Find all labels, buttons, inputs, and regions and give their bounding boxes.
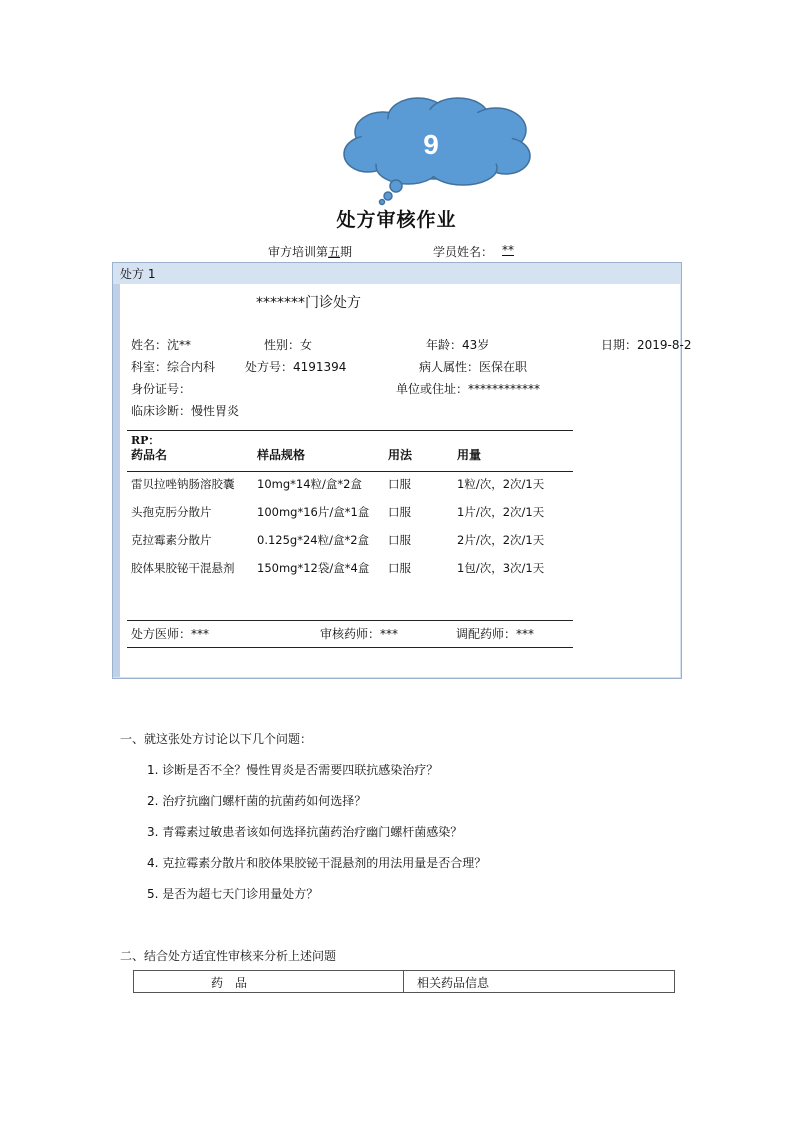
table-header-info: 相关药品信息 — [417, 976, 490, 990]
column-route: 用法 — [388, 448, 413, 462]
header-bottom-rule — [127, 471, 573, 472]
drug-spec: 10mg*14粒/盒*2盒 — [257, 477, 362, 491]
training-period-number: 五 — [328, 245, 341, 259]
drug-route: 口服 — [388, 505, 411, 519]
drug-dose: 2片/次，2次/1天 — [457, 533, 545, 547]
document-title: 处方审核作业 — [336, 209, 457, 231]
prescription-paper-shadow — [113, 284, 120, 677]
question-item: 1. 诊断是否不全？慢性胃炎是否需要四联抗感染治疗？ — [147, 763, 439, 777]
drug-dose: 1片/次，2次/1天 — [457, 505, 545, 519]
rp-top-rule — [127, 430, 573, 431]
column-dose: 用量 — [457, 448, 482, 462]
drug-dose: 1包/次，3次/1天 — [457, 561, 545, 575]
drug-name: 胶体果胶铋干混悬剂 — [131, 561, 235, 575]
prescription-date: 日期：2019-8-2 — [601, 338, 692, 352]
doctor-signature: 处方医师：*** — [131, 627, 210, 641]
question-item: 2. 治疗抗幽门螺杆菌的抗菌药如何选择？ — [147, 794, 367, 808]
question-item: 5. 是否为超七天门诊用量处方？ — [147, 887, 319, 901]
drug-spec: 100mg*16片/盒*1盒 — [257, 505, 370, 519]
patient-type: 病人属性：医保在职 — [419, 360, 528, 374]
training-period — [268, 243, 352, 260]
prescription-frame-title: 处方 1 — [120, 267, 156, 281]
column-drug-name: 药品名 — [131, 448, 168, 462]
drug-route: 口服 — [388, 477, 411, 491]
drug-route: 口服 — [388, 533, 411, 547]
question-item: 3. 青霉素过敏患者该如何选择抗菌药治疗幽门螺杆菌感染？ — [147, 825, 463, 839]
prescription-frame-header — [113, 263, 680, 282]
training-suffix: 期 — [340, 245, 353, 259]
student-name-value: ** — [502, 243, 514, 257]
patient-age: 年龄：43岁 — [426, 338, 490, 352]
diagnosis: 临床诊断：慢性胃炎 — [131, 404, 240, 418]
section2-heading: 二、结合处方适宜性审核来分析上述问题 — [120, 949, 337, 963]
training-prefix: 审方培训第 — [268, 245, 329, 259]
column-spec: 样品规格 — [257, 448, 306, 462]
badge-number: 9 — [423, 129, 439, 160]
rx-number: 处方号：4191394 — [245, 360, 347, 374]
question-item: 4. 克拉霉素分散片和胶体果胶铋干混悬剂的用法用量是否合理？ — [147, 856, 487, 870]
drug-spec: 0.125g*24粒/盒*2盒 — [257, 533, 370, 547]
signature-top-rule — [127, 620, 573, 621]
rp-label: RP： — [131, 434, 160, 447]
drug-name: 雷贝拉唑钠肠溶胶囊 — [131, 477, 235, 491]
drug-route: 口服 — [388, 561, 411, 575]
section1-heading: 一、就这张处方讨论以下几个问题： — [120, 732, 313, 746]
drug-spec: 150mg*12袋/盒*4盒 — [257, 561, 370, 575]
dispenser-signature: 调配药师：*** — [456, 627, 535, 641]
address: 单位或住址：************ — [396, 382, 541, 396]
patient-gender: 性别：女 — [264, 338, 313, 352]
id-number: 身份证号： — [131, 382, 192, 396]
clinic-title: *******门诊处方 — [256, 295, 361, 311]
drug-info-table-divider — [403, 970, 404, 992]
department: 科室：综合内科 — [131, 360, 216, 374]
drug-name: 克拉霉素分散片 — [131, 533, 212, 547]
drug-name: 头孢克肟分散片 — [131, 505, 212, 519]
signature-bottom-rule — [127, 647, 573, 648]
table-header-drug: 药 品 — [211, 976, 248, 990]
drug-dose: 1粒/次，2次/1天 — [457, 477, 545, 491]
student-name-label: 学员姓名： — [433, 245, 494, 259]
reviewer-signature: 审核药师：*** — [320, 627, 399, 641]
patient-name: 姓名：沈** — [131, 338, 192, 352]
